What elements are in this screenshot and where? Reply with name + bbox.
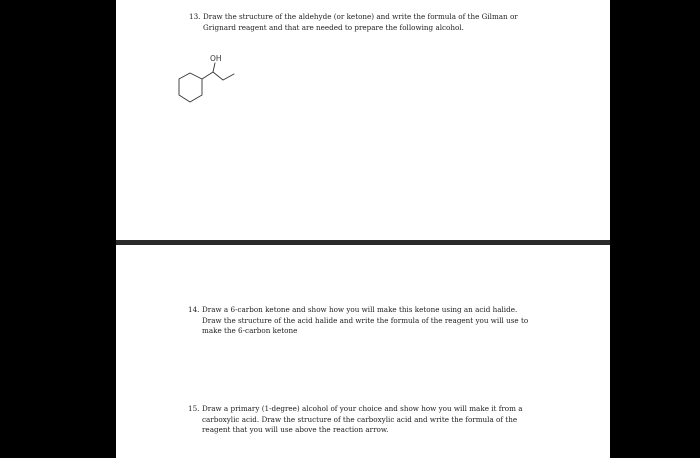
question-14 bbox=[188, 305, 528, 337]
document-page-bottom bbox=[116, 245, 610, 458]
question-text-line: reagent that you will use above the reaction arrow. bbox=[202, 425, 389, 434]
cyclohexane-ring bbox=[179, 73, 202, 102]
question-number: 13. bbox=[189, 12, 201, 21]
hydroxyl-label: OH bbox=[210, 54, 222, 63]
question-15 bbox=[188, 404, 523, 436]
bond bbox=[213, 63, 215, 72]
document-page-top bbox=[116, 0, 610, 240]
bond bbox=[213, 72, 223, 80]
question-number: 14. bbox=[188, 305, 200, 314]
question-text-line: make the 6-carbon ketone bbox=[202, 326, 298, 335]
alcohol-structure bbox=[171, 52, 251, 110]
question-text-line: Draw a primary (1-degree) alcohol of your choice and show how you will make it from a bbox=[202, 404, 523, 413]
question-text-line: carboxylic acid. Draw the structure of the carboxylic acid and write the formula of the bbox=[202, 414, 518, 424]
question-text-line: Draw a 6-carbon ketone and show how you will make this ketone using an acid halide. bbox=[202, 305, 518, 314]
question-text-line: Grignard reagent and that are needed to prepare the following alcohol. bbox=[203, 22, 464, 32]
question-text-line: Draw the structure of the aldehyde (or ketone) and write the formula of the Gilman or bbox=[203, 12, 518, 21]
question-text-line: Draw the structure of the acid halide and write the formula of the reagent you will use to bbox=[202, 315, 529, 325]
question-13 bbox=[189, 12, 518, 33]
question-number: 15. bbox=[188, 404, 200, 413]
bond bbox=[223, 74, 234, 80]
bond bbox=[202, 72, 213, 79]
